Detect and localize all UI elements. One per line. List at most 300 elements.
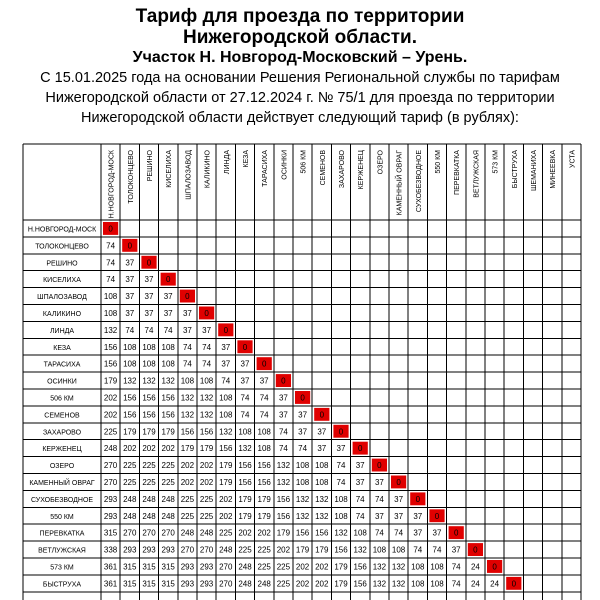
diagonal-value: 0 — [453, 528, 459, 538]
fare-cell: 156 — [199, 427, 214, 437]
fare-cell: 37 — [202, 325, 212, 335]
fare-cell: 108 — [372, 545, 387, 555]
fare-cell: 37 — [317, 444, 327, 454]
fare-cell: 270 — [103, 477, 118, 487]
fare-cell: 156 — [103, 359, 118, 369]
fare-cell: 202 — [142, 444, 156, 454]
fare-cell: 108 — [142, 342, 156, 352]
fare-cell: 74 — [298, 444, 308, 454]
fare-cell: 37 — [240, 376, 250, 386]
fare-cell: 202 — [276, 545, 291, 555]
fare-cell: 132 — [142, 376, 156, 386]
fare-cell: 179 — [180, 444, 195, 454]
fare-cell: 74 — [336, 477, 346, 487]
fare-cell: 202 — [103, 410, 118, 420]
fare-cell: 108 — [315, 461, 329, 471]
fare-cell: 315 — [142, 562, 156, 572]
fare-cell: 202 — [161, 444, 175, 454]
fare-cell: 270 — [199, 545, 214, 555]
fare-cell: 156 — [257, 461, 271, 471]
fare-cell: 74 — [374, 528, 384, 538]
fare-cell: 179 — [315, 545, 329, 555]
fare-cell: 179 — [276, 528, 291, 538]
fare-cell: 156 — [219, 444, 233, 454]
fare-cell: 132 — [219, 427, 233, 437]
fare-cell: 108 — [411, 562, 425, 572]
column-header: ТАРАСИХА — [262, 150, 270, 187]
column-header: 506 КМ — [300, 150, 308, 174]
fare-cell: 74 — [106, 241, 116, 251]
column-header: ШЕМАНИХА — [531, 150, 538, 192]
fare-cell: 37 — [221, 342, 231, 352]
title-line-1: Тариф для проезда по территории — [135, 6, 465, 27]
fare-cell: 132 — [391, 562, 406, 572]
fare-cell: 37 — [125, 275, 135, 285]
fare-cell: 37 — [355, 477, 365, 487]
fare-cell: 293 — [161, 545, 175, 555]
diagonal-value: 0 — [223, 325, 229, 335]
fare-cell: 202 — [219, 494, 233, 504]
fare-cell: 108 — [334, 511, 348, 521]
fare-cell: 132 — [180, 410, 195, 420]
fare-cell: 74 — [106, 258, 116, 268]
fare-cell: 108 — [257, 427, 271, 437]
fare-cell: 37 — [336, 444, 346, 454]
column-header: КАЛИКИНО — [204, 150, 212, 189]
fare-cell: 74 — [144, 325, 154, 335]
row-label: ОЗЕРО — [49, 463, 75, 471]
fare-cell: 37 — [298, 427, 308, 437]
row-label: СУХОБЕЗВОДНОЕ — [30, 496, 94, 504]
fare-cell: 156 — [257, 477, 271, 487]
fare-cell: 315 — [161, 579, 175, 589]
fare-cell: 74 — [355, 494, 365, 504]
fare-cell: 202 — [199, 477, 214, 487]
fare-cell: 202 — [315, 562, 329, 572]
fare-cell: 37 — [144, 275, 154, 285]
paragraph-line-2: Нижегородской области от 27.12.2024 г. № 75/1 для проезда по территории — [45, 90, 555, 106]
diagonal-value: 0 — [434, 511, 440, 521]
fare-cell: 108 — [161, 342, 175, 352]
row-label: Н.НОВГОРОД-МОСК — [27, 226, 97, 234]
diagonal-value: 0 — [261, 359, 267, 369]
fare-cell: 248 — [161, 511, 175, 521]
fare-cell: 37 — [278, 410, 288, 420]
diagonal-value: 0 — [415, 494, 421, 504]
fare-cell: 225 — [199, 511, 214, 521]
fare-cell: 74 — [202, 342, 212, 352]
fare-cell: 202 — [295, 579, 310, 589]
fare-cell: 37 — [432, 528, 442, 538]
fare-cell: 270 — [123, 528, 137, 538]
fare-cell: 37 — [163, 292, 173, 302]
fare-cell: 179 — [123, 427, 137, 437]
fare-cell: 108 — [430, 579, 444, 589]
paragraph-line-3: Нижегородской области действует следующий тариф (в рублях): — [81, 110, 519, 126]
fare-cell: 108 — [199, 376, 214, 386]
fare-cell: 248 — [142, 511, 156, 521]
fare-cell: 37 — [125, 292, 135, 302]
column-header: КЕЗА — [243, 150, 250, 168]
fare-cell: 248 — [161, 494, 175, 504]
fare-cell: 37 — [355, 461, 365, 471]
fare-cell: 156 — [180, 427, 195, 437]
fare-cell: 225 — [123, 461, 137, 471]
fare-cell: 132 — [372, 562, 387, 572]
fare-cell: 37 — [163, 308, 173, 318]
fare-cell: 179 — [334, 562, 348, 572]
row-label: 573 КМ — [50, 564, 74, 572]
fare-cell: 156 — [238, 461, 252, 471]
fare-cell: 37 — [394, 494, 404, 504]
fare-cell: 248 — [238, 562, 252, 572]
row-label: ЗАХАРОВО — [42, 429, 82, 437]
fare-cell: 315 — [123, 562, 137, 572]
fare-cell: 293 — [199, 562, 214, 572]
fare-cell: 108 — [315, 477, 329, 487]
diagonal-value: 0 — [473, 545, 478, 555]
fare-cell: 202 — [219, 511, 233, 521]
column-header: РЕШИНО — [147, 150, 154, 182]
column-header: 550 КМ — [435, 150, 442, 174]
fare-cell: 37 — [374, 477, 384, 487]
fare-cell: 179 — [161, 427, 175, 437]
fare-cell: 270 — [103, 461, 118, 471]
fare-cell: 132 — [315, 511, 329, 521]
fare-cell: 24 — [470, 562, 480, 572]
fare-cell: 202 — [180, 461, 195, 471]
fare-cell: 293 — [142, 545, 156, 555]
column-header: СЕМЕНОВ — [319, 150, 327, 186]
fare-cell: 225 — [142, 477, 156, 487]
fare-cell: 179 — [199, 444, 214, 454]
fare-cell: 225 — [103, 427, 118, 437]
fare-cell: 74 — [240, 410, 250, 420]
fare-cell: 156 — [315, 528, 329, 538]
section-title: Участок Н. Новгород-Московский – Урень. — [132, 49, 468, 66]
fare-cell: 74 — [240, 393, 250, 403]
fare-cell: 24 — [490, 579, 500, 589]
paragraph-line-1: С 15.01.2025 года на основании Решения Региональной службы по тарифам — [40, 70, 560, 86]
fare-cell: 108 — [334, 494, 348, 504]
fare-cell: 37 — [317, 427, 327, 437]
fare-cell: 179 — [257, 494, 271, 504]
fare-cell: 202 — [257, 528, 271, 538]
fare-cell: 108 — [295, 461, 310, 471]
fare-cell: 74 — [336, 461, 346, 471]
title-line-2: Нижегородской области. — [183, 27, 417, 48]
fare-cell: 108 — [123, 342, 137, 352]
fare-cell: 315 — [123, 579, 137, 589]
fare-cell: 156 — [142, 410, 156, 420]
fare-cell: 225 — [276, 562, 291, 572]
fare-cell: 37 — [144, 292, 154, 302]
fare-cell: 132 — [353, 545, 367, 555]
fare-cell: 74 — [451, 562, 461, 572]
row-label: КИСЕЛИХА — [43, 277, 81, 285]
fare-cell: 132 — [123, 376, 137, 386]
fare-cell: 74 — [278, 444, 288, 454]
fare-cell: 156 — [123, 393, 137, 403]
fare-cell: 74 — [202, 359, 212, 369]
fare-cell: 156 — [295, 528, 310, 538]
fare-cell: 37 — [221, 359, 231, 369]
fare-cell: 108 — [411, 579, 425, 589]
diagonal-value: 0 — [281, 376, 286, 386]
row-label: ТАРАСИХА — [43, 361, 81, 369]
fare-cell: 248 — [238, 579, 252, 589]
column-header: ЛИНДА — [223, 150, 231, 175]
fare-cell: 202 — [180, 477, 195, 487]
fare-cell: 74 — [355, 511, 365, 521]
fare-cell: 74 — [221, 376, 231, 386]
fare-cell: 74 — [394, 528, 404, 538]
fare-cell: 248 — [199, 528, 214, 538]
fare-cell: 74 — [125, 325, 135, 335]
fare-cell: 156 — [353, 579, 367, 589]
column-header: ОСИНКИ — [281, 150, 289, 180]
fare-cell: 156 — [161, 393, 175, 403]
diagonal-value: 0 — [377, 461, 382, 471]
fare-cell: 315 — [161, 562, 175, 572]
column-header: ВЕТЛУЖСКАЯ — [473, 150, 481, 198]
diagonal-value: 0 — [300, 393, 305, 403]
fare-cell: 132 — [372, 579, 387, 589]
fare-cell: 225 — [123, 477, 137, 487]
row-label: КЕЗА — [53, 344, 71, 352]
fare-cell: 156 — [276, 494, 291, 504]
diagonal-value: 0 — [511, 579, 517, 589]
diagonal-value: 0 — [165, 275, 171, 285]
fare-cell: 108 — [353, 528, 367, 538]
fare-cell: 132 — [295, 494, 310, 504]
fare-cell: 108 — [391, 545, 406, 555]
fare-cell: 179 — [295, 545, 310, 555]
fare-cell: 156 — [238, 477, 252, 487]
diagonal-value: 0 — [319, 410, 325, 420]
fare-cell: 248 — [180, 528, 195, 538]
fare-cell: 179 — [142, 427, 156, 437]
fare-cell: 293 — [199, 579, 214, 589]
fare-cell: 37 — [125, 308, 135, 318]
fare-cell: 361 — [103, 562, 118, 572]
fare-cell: 74 — [182, 342, 192, 352]
fare-cell: 248 — [257, 579, 271, 589]
fare-cell: 37 — [125, 258, 135, 268]
fare-cell: 293 — [103, 494, 118, 504]
fare-cell: 108 — [238, 427, 252, 437]
fare-cell: 225 — [199, 494, 214, 504]
fare-cell: 108 — [430, 562, 444, 572]
fare-cell: 179 — [238, 494, 252, 504]
row-label: КАЛИКИНО — [42, 310, 82, 318]
diagonal-value: 0 — [492, 562, 497, 572]
fare-cell: 248 — [142, 494, 156, 504]
fare-cell: 37 — [240, 359, 250, 369]
fare-cell: 108 — [180, 376, 195, 386]
fare-cell: 37 — [451, 545, 461, 555]
fare-cell: 132 — [391, 579, 406, 589]
fare-cell: 179 — [238, 511, 252, 521]
column-header: КАМЕННЫЙ ОВРАГ — [396, 150, 404, 216]
fare-cell: 74 — [182, 359, 192, 369]
fare-cell: 37 — [259, 376, 269, 386]
fare-cell: 74 — [451, 579, 461, 589]
fare-cell: 132 — [315, 494, 329, 504]
fare-cell: 270 — [142, 528, 156, 538]
fare-cell: 132 — [180, 393, 195, 403]
diagonal-value: 0 — [146, 258, 152, 268]
row-label: КЕРЖЕНЕЦ — [42, 446, 82, 454]
column-header: ЗАХАРОВО — [339, 150, 346, 189]
fare-cell: 132 — [334, 528, 348, 538]
fare-cell: 225 — [219, 528, 233, 538]
fare-cell: 156 — [353, 562, 367, 572]
fare-cell: 74 — [259, 393, 269, 403]
fare-cell: 132 — [276, 477, 291, 487]
fare-cell: 132 — [199, 410, 214, 420]
column-header: ТОЛОКОНЦЕВО — [127, 150, 135, 204]
fare-cell: 248 — [219, 545, 233, 555]
fare-cell: 108 — [123, 359, 137, 369]
fare-cell: 225 — [238, 545, 252, 555]
fare-cell: 156 — [334, 545, 348, 555]
fare-cell: 179 — [257, 511, 271, 521]
fare-cell: 179 — [334, 579, 348, 589]
diagonal-value: 0 — [357, 444, 363, 454]
fare-cell: 74 — [432, 545, 442, 555]
row-label: КАМЕННЫЙ ОВРАГ — [29, 479, 95, 487]
row-label: ЛИНДА — [49, 327, 75, 335]
fare-cell: 270 — [161, 528, 175, 538]
column-header: КИСЕЛИХА — [166, 150, 174, 188]
fare-cell: 156 — [142, 393, 156, 403]
row-label: ОСИНКИ — [47, 378, 77, 386]
fare-cell: 179 — [219, 477, 233, 487]
column-header: 573 КМ — [492, 149, 500, 174]
diagonal-value: 0 — [242, 342, 248, 352]
fare-cell: 37 — [182, 325, 192, 335]
fare-cell: 132 — [276, 461, 291, 471]
fare-cell: 293 — [180, 562, 195, 572]
fare-cell: 179 — [103, 376, 118, 386]
fare-cell: 132 — [161, 376, 175, 386]
fare-cell: 156 — [123, 410, 137, 420]
fare-cell: 37 — [298, 410, 308, 420]
fare-cell: 108 — [103, 292, 118, 302]
fare-cell: 108 — [295, 477, 310, 487]
fare-cell: 315 — [142, 579, 156, 589]
fare-cell: 108 — [219, 393, 233, 403]
fare-cell: 202 — [103, 393, 118, 403]
fare-cell: 74 — [413, 545, 423, 555]
row-label: РЕШИНО — [46, 260, 78, 268]
fare-cell: 225 — [257, 545, 271, 555]
fare-cell: 132 — [295, 511, 310, 521]
fare-cell: 202 — [238, 528, 252, 538]
fare-cell: 108 — [219, 410, 233, 420]
diagonal-value: 0 — [338, 427, 344, 437]
fare-cell: 132 — [103, 325, 118, 335]
fare-cell: 132 — [199, 393, 214, 403]
fare-cell: 108 — [103, 308, 118, 318]
fare-cell: 132 — [238, 444, 252, 454]
diagonal-value: 0 — [108, 224, 113, 234]
fare-cell: 361 — [103, 579, 118, 589]
fare-cell: 37 — [182, 308, 192, 318]
fare-cell: 37 — [394, 511, 404, 521]
fare-cell: 74 — [374, 494, 384, 504]
fare-cell: 202 — [123, 444, 137, 454]
column-header: КЕРЖЕНЕЦ — [358, 150, 366, 190]
row-label: ВЕТЛУЖСКАЯ — [38, 547, 86, 555]
row-label: 550 КМ — [50, 513, 74, 521]
row-label: БЫСТРУХА — [42, 581, 82, 589]
diagonal-value: 0 — [185, 292, 190, 302]
row-label: ТОЛОКОНЦЕВО — [35, 243, 89, 251]
fare-cell: 156 — [103, 342, 118, 352]
fare-cell: 74 — [259, 410, 269, 420]
fare-cell: 202 — [295, 562, 310, 572]
fare-cell: 37 — [413, 511, 423, 521]
fare-cell: 225 — [142, 461, 156, 471]
column-header: БЫСТРУХА — [511, 150, 519, 189]
fare-cell: 225 — [180, 494, 195, 504]
fare-cell: 338 — [103, 545, 118, 555]
fare-cell: 24 — [470, 579, 480, 589]
fare-cell: 37 — [374, 511, 384, 521]
fare-cell: 270 — [180, 545, 195, 555]
fare-cell: 108 — [161, 359, 175, 369]
column-header: ОЗЕРО — [377, 150, 385, 175]
fare-cell: 225 — [276, 579, 291, 589]
fare-cell: 74 — [106, 275, 116, 285]
fare-cell: 270 — [219, 579, 233, 589]
fare-cell: 293 — [180, 579, 195, 589]
column-header: УСТА — [569, 150, 577, 168]
fare-cell: 248 — [123, 494, 137, 504]
fare-cell: 293 — [123, 545, 137, 555]
column-header: ШПАЛОЗАВОД — [185, 150, 193, 200]
fare-cell: 225 — [257, 562, 271, 572]
fare-cell: 315 — [103, 528, 118, 538]
row-label: СЕМЕНОВ — [44, 412, 80, 420]
fare-cell: 74 — [278, 427, 288, 437]
diagonal-value: 0 — [204, 308, 209, 318]
fare-cell: 156 — [161, 410, 175, 420]
fare-cell: 202 — [199, 461, 214, 471]
column-header: МИНЕЕВКА — [550, 150, 558, 189]
row-label: 506 КМ — [50, 395, 74, 403]
fare-cell: 248 — [103, 444, 118, 454]
diagonal-value: 0 — [127, 241, 133, 251]
fare-cell: 293 — [103, 511, 118, 521]
fare-cell: 37 — [278, 393, 288, 403]
fare-cell: 270 — [219, 562, 233, 572]
fare-cell: 37 — [413, 528, 423, 538]
column-header: Н.НОВГОРОД-МОСК — [108, 150, 116, 219]
fare-cell: 156 — [276, 511, 291, 521]
fare-cell: 202 — [315, 579, 329, 589]
row-label: ШПАЛОЗАВОД — [37, 294, 87, 302]
fare-cell: 108 — [142, 359, 156, 369]
fare-cell: 37 — [144, 308, 154, 318]
column-header: ПЕРЕВКАТКА — [454, 150, 462, 195]
column-header: СУХОБЕЗВОДНОЕ — [415, 150, 423, 213]
fare-cell: 225 — [161, 477, 175, 487]
diagonal-value: 0 — [396, 477, 401, 487]
fare-cell: 108 — [257, 444, 271, 454]
